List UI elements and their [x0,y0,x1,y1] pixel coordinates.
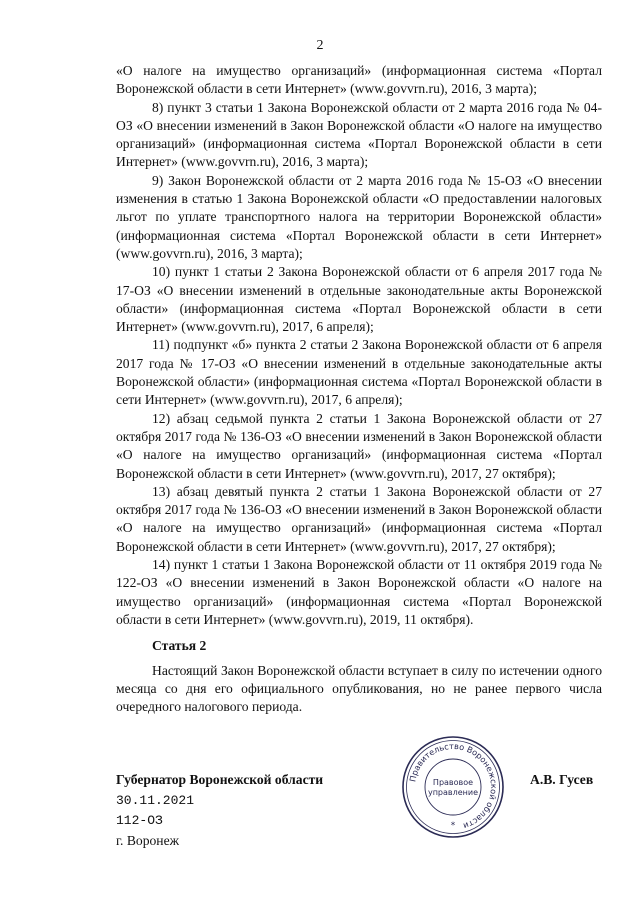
seal-ring-text: Правительство Воронежской области [407,740,500,832]
list-item: 13) абзац девятый пункта 2 статьи 1 Закона Воронежской области от 27 октября 2017 года № 136-ОЗ «О внесении изменений в Закон Воронежской области «О налоге на имущество организаций» (информационная система «Портал Воронежской области в сети Интернет» (www.govvrn.ru), 2017, 27 октября); [116,483,602,554]
list-item: «О налоге на имущество организаций» (информационная система «Портал Воронежской области в сети Интернет» (www.govvrn.ru), 2016, 3 марта); [116,63,602,97]
signatory-title: Губернатор Воронежской области [116,772,324,787]
article-heading: Статья 2 [152,638,207,654]
law-number: 112-ОЗ [116,813,163,828]
list-item: 14) пункт 1 статьи 1 Закона Воронежской области от 11 октября 2019 года № 122-ОЗ «О внесении изменений в Закон Воронежской области «О налоге на имущество организаций» (информационная система «Портал Воронежской области в сети Интернет» (www.govvrn.ru), 2019, 11 октября). [116,557,602,627]
seal-center-line: управление [427,788,479,797]
law-date: 30.11.2021 [116,793,195,808]
svg-text:*: * [450,821,456,831]
list-item: 8) пункт 3 статьи 1 Закона Воронежской области от 2 марта 2016 года № 04-ОЗ «О внесении изменений в Закон Воронежской области «О налоге на имущество организаций» (информационная система «Портал Воронежской области в сети Интернет» (www.govvrn.ru), 2016, 3 марта); [116,99,602,170]
signatory-name: А.В. Гусев [530,772,594,787]
list-item: 12) абзац седьмой пункта 2 статьи 1 Закона Воронежской области от 27 октября 2017 года № 136-ОЗ «О внесении изменений в Закон Воронежской области «О налоге на имущество организаций» (информационная система «Портал Воронежской области в сети Интернет» (www.govvrn.ru), 2017, 27 октября); [116,410,602,481]
seal-center-line: Правовое [432,778,474,787]
list-item: 9) Закон Воронежской области от 2 марта 2016 года № 15-ОЗ «О внесении изменения в статью 1 Закона Воронежской области «О предоставлении налоговых льгот по уплате транспортного налога на территории Воронежской области» (информационная система «Портал Воронежской области в сети Интернет» (www.govvrn.ru), 2016, 3 марта); [116,172,602,261]
city: г. Воронеж [116,833,179,848]
list-item: 10) пункт 1 статьи 2 Закона Воронежской области от 6 апреля 2017 года № 17-ОЗ «О внесении изменений в отдельные законодательные акты Воронежской области» (информационная система «Портал Воронежской области в сети Интернет» (www.govvrn.ru), 2017, 6 апреля); [116,264,602,335]
document-body [116,62,602,716]
official-seal-icon [400,734,506,840]
page-number: 2 [316,38,324,53]
list-item: 11) подпункт «б» пункта 2 статьи 2 Закона Воронежской области от 6 апреля 2017 года № 17-ОЗ «О внесении изменений в отдельные законодательные акты Воронежской области» (информационная система «Портал Воронежской области в сети Интернет» (www.govvrn.ru), 2017, 6 апреля); [116,337,602,408]
article-text: Настоящий Закон Воронежской области вступает в силу по истечении одного месяца со дня его официального опубликования, но не ранее первого числа очередного налогового периода. [116,662,602,715]
